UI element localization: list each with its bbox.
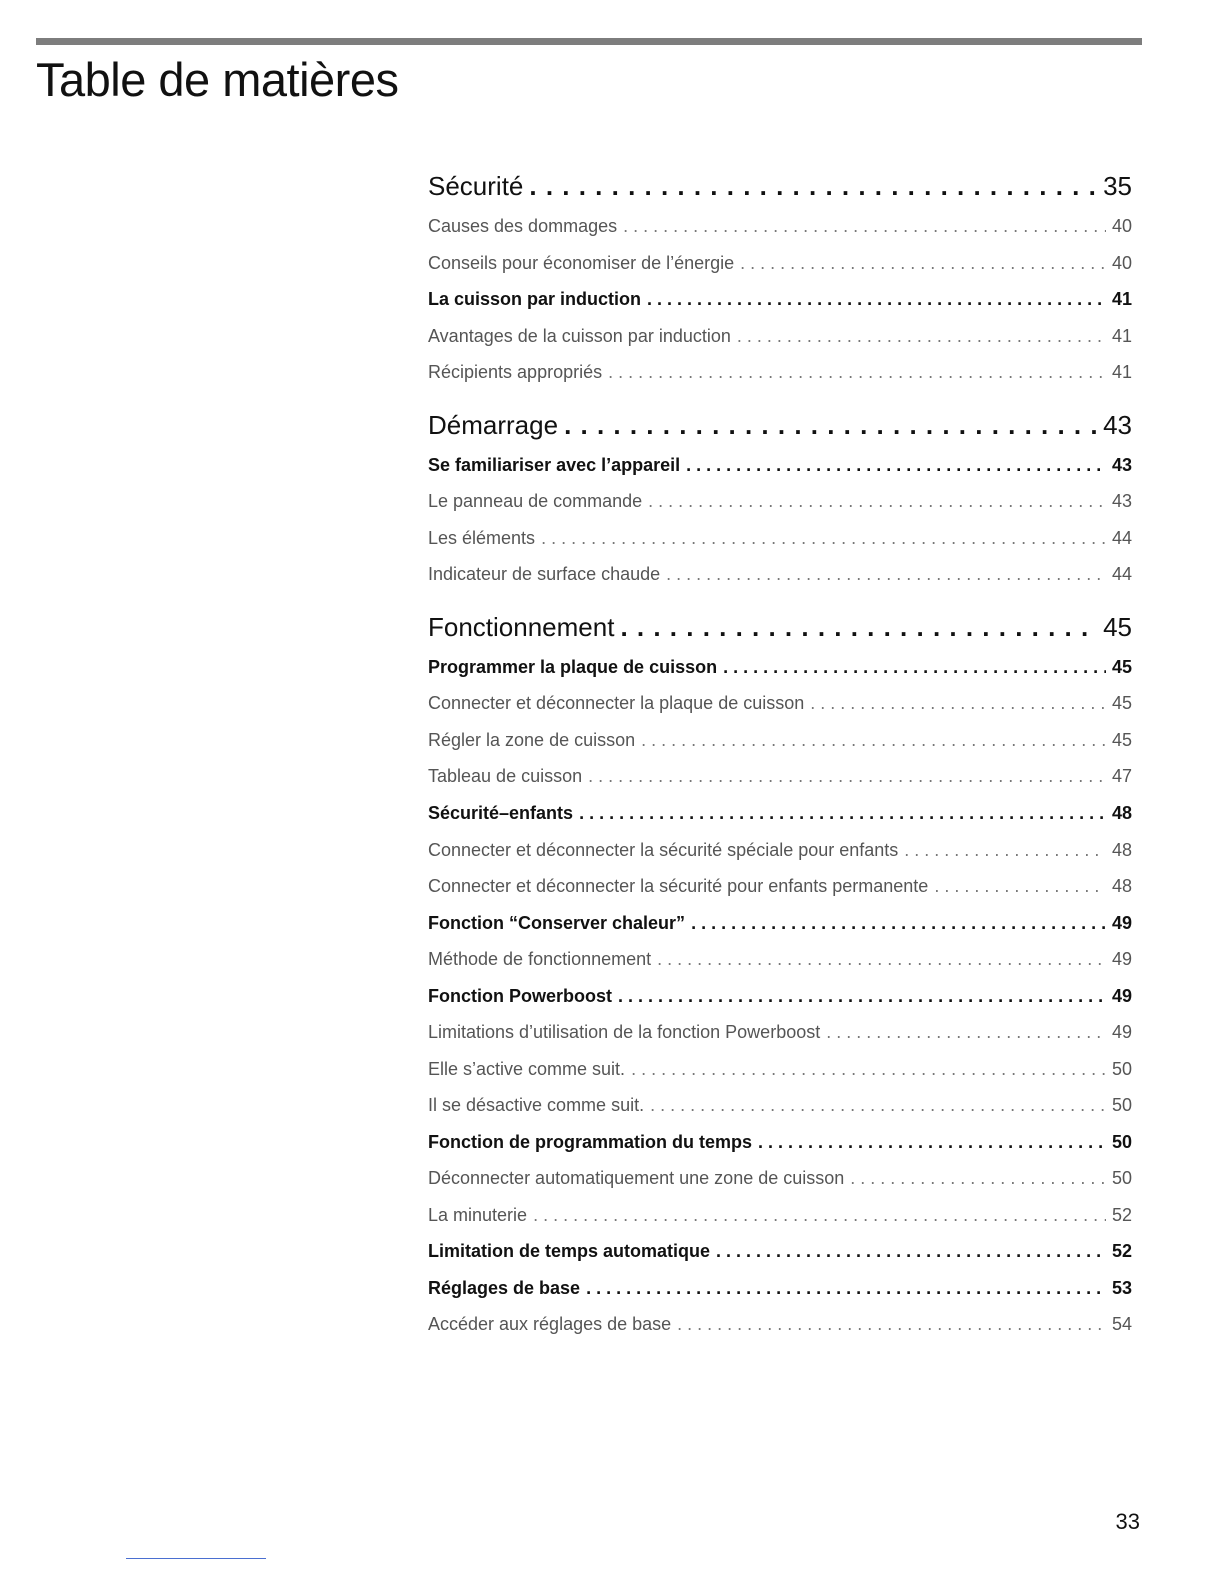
- toc-entry-page: 50: [1111, 1168, 1132, 1188]
- toc-entry-sub[interactable]: [428, 1168, 1132, 1194]
- toc-entry-section[interactable]: [428, 612, 1132, 646]
- toc-entry-page: 54: [1111, 1314, 1132, 1334]
- toc-entry-label: Les éléments: [428, 528, 536, 548]
- toc-entry-subsection[interactable]: [428, 1241, 1132, 1267]
- toc-entry-sub[interactable]: [428, 1095, 1132, 1121]
- toc-entry-page: 35: [1103, 171, 1132, 201]
- toc-entry-label: Avantages de la cuisson par induction: [428, 326, 731, 346]
- dot-leader: [686, 455, 1106, 476]
- toc-entry-label: La cuisson par induction: [428, 289, 642, 309]
- toc-entry-label: Connecter et déconnecter la sécurité pour enfants permanente: [428, 876, 929, 896]
- toc-entry-page: 45: [1111, 657, 1132, 677]
- toc-entry-label: Déconnecter automatiquement une zone de cuisson: [428, 1168, 845, 1188]
- toc-entry-label: Connecter et déconnecter la plaque de cuisson: [428, 693, 805, 713]
- dot-leader: [608, 362, 1106, 383]
- toc-entry-label: Connecter et déconnecter la sécurité spéciale pour enfants: [428, 840, 899, 860]
- toc-entry-subsection[interactable]: [428, 657, 1132, 683]
- toc-entry-label: Causes des dommages: [428, 216, 618, 236]
- toc-entry-page: 43: [1103, 410, 1132, 440]
- toc-entry-label: Limitations d’utilisation de la fonction Powerboost: [428, 1022, 821, 1042]
- toc-entry-sub[interactable]: [428, 564, 1132, 590]
- toc-entry-label: Méthode de fonctionnement: [428, 949, 652, 969]
- toc-entry-label: Fonctionnement: [428, 612, 615, 642]
- toc-entry-label: Conseils pour économiser de l’énergie: [428, 253, 735, 273]
- toc-entry-sub[interactable]: [428, 730, 1132, 756]
- dot-leader: [648, 491, 1106, 512]
- top-rule: [36, 38, 1142, 45]
- toc-entry-subsection[interactable]: [428, 289, 1132, 315]
- dot-leader: [579, 803, 1106, 824]
- toc-entry-sub[interactable]: [428, 1022, 1132, 1048]
- dot-leader: [716, 1241, 1106, 1262]
- toc-entry-label: Elle s’active comme suit.: [428, 1059, 626, 1079]
- dot-leader: [740, 253, 1106, 274]
- dot-leader: [631, 1059, 1106, 1080]
- toc-entry-page: 40: [1111, 253, 1132, 273]
- toc-entry-label: Accéder aux réglages de base: [428, 1314, 672, 1334]
- toc-entry-page: 52: [1111, 1205, 1132, 1225]
- toc-entry-label: Tableau de cuisson: [428, 766, 583, 786]
- toc-entry-page: 49: [1111, 1022, 1132, 1042]
- toc-entry-label: Fonction Powerboost: [428, 986, 612, 1006]
- toc-entry-label: Réglages de base: [428, 1278, 581, 1298]
- toc-entry-sub[interactable]: [428, 253, 1132, 279]
- toc-entry-label: Se familiariser avec l’appareil: [428, 455, 681, 475]
- toc-entry-label: Démarrage: [428, 410, 559, 440]
- toc-entry-sub[interactable]: [428, 949, 1132, 975]
- dot-leader: [650, 1095, 1106, 1116]
- toc-entry-sub[interactable]: [428, 491, 1132, 517]
- toc-entry-page: 43: [1111, 455, 1132, 475]
- dot-leader: [666, 564, 1106, 585]
- toc-entry-sub[interactable]: [428, 528, 1132, 554]
- toc-entry-page: 48: [1111, 876, 1132, 896]
- toc-entry-label: Indicateur de surface chaude: [428, 564, 661, 584]
- toc-entry-label: Fonction de programmation du temps: [428, 1132, 753, 1152]
- toc-entry-page: 49: [1111, 949, 1132, 969]
- dot-leader: [618, 986, 1106, 1007]
- toc-entry-page: 45: [1103, 612, 1132, 642]
- toc-entry-page: 41: [1111, 362, 1132, 382]
- toc-entry-page: 47: [1111, 766, 1132, 786]
- toc-entry-page: 40: [1111, 216, 1132, 236]
- toc-entry-label: Il se désactive comme suit.: [428, 1095, 645, 1115]
- dot-leader: [934, 876, 1106, 897]
- toc-entry-subsection[interactable]: [428, 455, 1132, 481]
- toc-entry-page: 48: [1111, 803, 1132, 823]
- dot-leader: [723, 657, 1106, 678]
- dot-leader: [623, 216, 1106, 237]
- toc-entry-label: Programmer la plaque de cuisson: [428, 657, 718, 677]
- toc-entry-page: 50: [1111, 1132, 1132, 1152]
- toc-entry-subsection[interactable]: [428, 1278, 1132, 1304]
- toc-entry-subsection[interactable]: [428, 803, 1132, 829]
- toc-entry-page: 53: [1111, 1278, 1132, 1298]
- dot-leader: [657, 949, 1106, 970]
- toc-entry-sub[interactable]: [428, 840, 1132, 866]
- toc-entry-sub[interactable]: [428, 1059, 1132, 1085]
- toc-entry-sub[interactable]: [428, 326, 1132, 352]
- toc-entry-page: 45: [1111, 730, 1132, 750]
- toc-entry-label: Récipients appropriés: [428, 362, 603, 382]
- toc-entry-page: 41: [1111, 289, 1132, 309]
- dot-leader: [810, 693, 1106, 714]
- toc-entry-sub[interactable]: [428, 1205, 1132, 1231]
- dot-leader: [641, 730, 1106, 751]
- toc-entry-page: 50: [1111, 1059, 1132, 1079]
- toc-entry-subsection[interactable]: [428, 1132, 1132, 1158]
- toc-entry-label: La minuterie: [428, 1205, 528, 1225]
- toc-entry-page: 48: [1111, 840, 1132, 860]
- dot-leader: [541, 528, 1106, 549]
- toc-entry-page: 50: [1111, 1095, 1132, 1115]
- dot-leader: [564, 410, 1097, 441]
- dot-leader: [904, 840, 1106, 861]
- toc-entry-label: Sécurité: [428, 171, 524, 201]
- toc-entry-sub[interactable]: [428, 362, 1132, 388]
- bottom-rule: [126, 1558, 266, 1559]
- dot-leader: [737, 326, 1106, 347]
- toc-entry-label: Limitation de temps automatique: [428, 1241, 711, 1261]
- toc-entry-page: 49: [1111, 913, 1132, 933]
- dot-leader: [620, 612, 1097, 643]
- toc-entry-section[interactable]: [428, 410, 1132, 444]
- toc-entry-page: 45: [1111, 693, 1132, 713]
- toc-entry-sub[interactable]: [428, 693, 1132, 719]
- toc-entry-subsection[interactable]: [428, 913, 1132, 939]
- toc-entry-subsection[interactable]: [428, 986, 1132, 1012]
- page-number: 33: [1115, 1509, 1140, 1534]
- toc-entry-label: Le panneau de commande: [428, 491, 643, 511]
- dot-leader: [588, 766, 1106, 787]
- toc-entry-page: 43: [1111, 491, 1132, 511]
- dot-leader: [850, 1168, 1106, 1189]
- toc-entry-label: Sécurité–enfants: [428, 803, 574, 823]
- toc-entry-sub[interactable]: [428, 876, 1132, 902]
- dot-leader: [691, 913, 1106, 934]
- dot-leader: [529, 171, 1097, 202]
- page-title: Table de matières: [36, 53, 399, 106]
- dot-leader: [586, 1278, 1106, 1299]
- toc-entry-page: 49: [1111, 986, 1132, 1006]
- dot-leader: [677, 1314, 1106, 1335]
- toc-entry-sub[interactable]: [428, 216, 1132, 242]
- toc-entry-page: 41: [1111, 326, 1132, 346]
- dot-leader: [758, 1132, 1106, 1153]
- dot-leader: [533, 1205, 1106, 1226]
- dot-leader: [647, 289, 1106, 310]
- toc-entry-page: 44: [1111, 564, 1132, 584]
- toc-entry-sub[interactable]: [428, 766, 1132, 792]
- toc-entry-label: Régler la zone de cuisson: [428, 730, 636, 750]
- dot-leader: [826, 1022, 1106, 1043]
- toc-entry-label: Fonction “Conserver chaleur”: [428, 913, 686, 933]
- toc-entry-page: 52: [1111, 1241, 1132, 1261]
- toc-entry-sub[interactable]: [428, 1314, 1132, 1340]
- toc-entry-page: 44: [1111, 528, 1132, 548]
- toc-entry-section[interactable]: [428, 171, 1132, 205]
